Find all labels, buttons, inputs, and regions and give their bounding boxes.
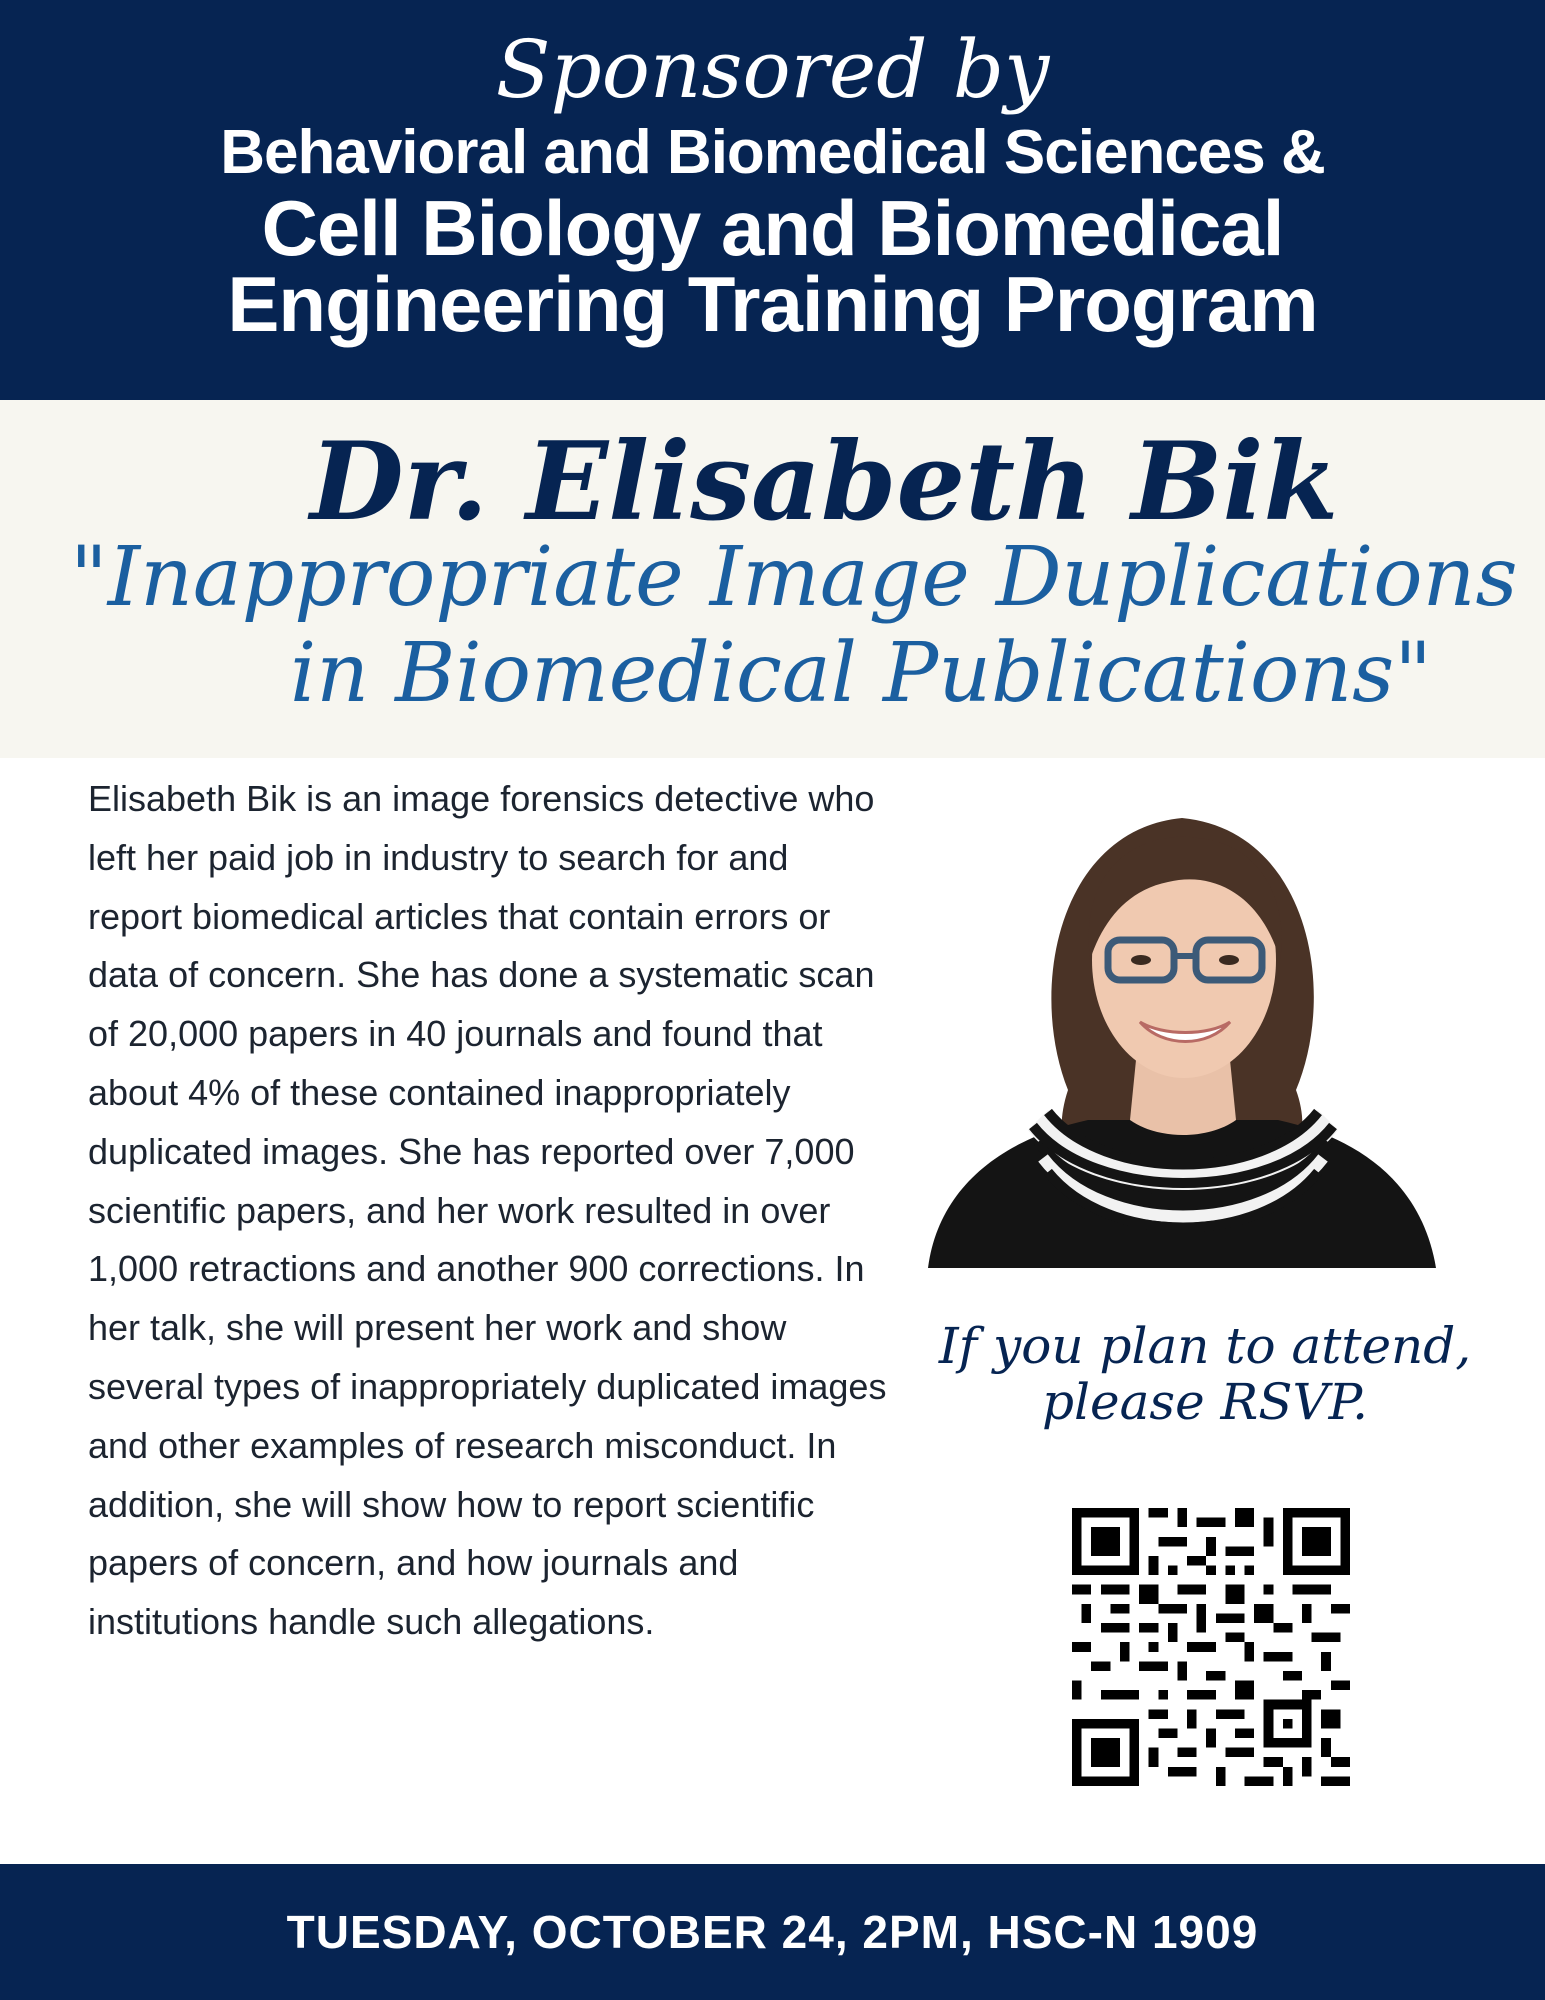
sponsor-org-2-line-2: Engineering Training Program (227, 260, 1318, 348)
rsvp-message (935, 1318, 1475, 1430)
speaker-name: Dr. Elisabeth Bik (310, 419, 1339, 545)
event-footer (0, 1864, 1545, 2000)
speaker-bio: Elisabeth Bik is an image forensics detective who left her paid job in industry to search for and report biomedical articles that contain errors or data of concern. She has done a systematic scan of 20,000 papers in 40 journals and found that about 4% of these contained inappropriately duplicated images. She has reported over 7,000 scientific papers, and her work resulted in over 1,000 retractions and another 900 corrections. In her talk, she will present her work and show several types of inappropriately duplicated images and other examples of research misconduct. In addition, she will show how to report scientific papers of concern, and how journals and institutions handle such allegations. (88, 778, 887, 1643)
event-date-location: TUESDAY, OCTOBER 24, 2PM, HSC-N 1909 (286, 1906, 1259, 1958)
qr-code-icon[interactable] (1072, 1508, 1350, 1786)
qr-code-svg (1072, 1508, 1350, 1786)
talk-title-line-1: "Inappropriate Image Duplications (70, 530, 1518, 625)
sponsored-by-label: Sponsored by (495, 23, 1050, 116)
sponsor-header (0, 0, 1545, 400)
talk-title (70, 530, 1530, 722)
speaker-portrait-image (918, 790, 1446, 1268)
rsvp-line-1: If you plan to attend, (938, 1317, 1472, 1375)
title-band (0, 400, 1545, 758)
speaker-portrait-svg (918, 790, 1446, 1268)
sponsor-org-2 (0, 186, 1545, 346)
rsvp-line-2: please RSVP. (1042, 1373, 1368, 1431)
talk-title-line-2: in Biomedical Publications" (290, 626, 1432, 721)
sponsor-org-1: Behavioral and Biomedical Sciences & (220, 118, 1325, 187)
sponsor-org-2-line-1: Cell Biology and Biomedical (261, 184, 1284, 272)
